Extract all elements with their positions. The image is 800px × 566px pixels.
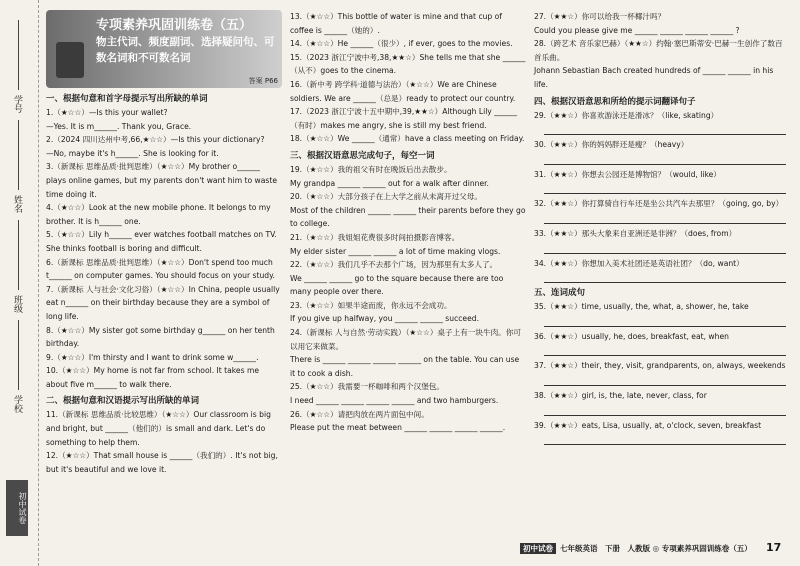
- question: 9.（★☆☆）I'm thirsty and I want to drink some w______.: [46, 352, 259, 362]
- section-heading: 二、根据句意和汉语提示写出所缺的单词: [46, 396, 200, 407]
- question: 8.（★☆☆）My sister got some birthday g______ on her tenth birthday.: [46, 325, 275, 349]
- student-id-line: [18, 20, 19, 90]
- question: 31.（★★☆）你想去公园还是博物馆？（would, like）: [534, 169, 721, 179]
- question: 13.（★☆☆）This bottle of water is mine and that cup of coffee is ______（她的）.: [290, 12, 502, 35]
- answer-reference: 答案 P66: [248, 77, 278, 85]
- question: 12.（★☆☆）That small house is ______（我们的）. It's not big, but it's beautiful and we love it.: [46, 451, 278, 474]
- class-line: [18, 220, 19, 290]
- question: 1.（★☆☆）—Is this your wallet? —Yes. It is m______. Thank you, Grace.: [46, 108, 192, 131]
- question: 24.（新课标 人与自然·劳动实践）（★☆☆）桌子上有一块牛肉。你可以用它来做菜。 There is ______ ______ ______ ______ on the table. You can use it to cook a dish.: [290, 328, 521, 378]
- answer-line[interactable]: [544, 433, 786, 445]
- question: 37.（★★☆）their, they, visit, grandparents, on, always, weekends: [534, 361, 786, 371]
- answer-line[interactable]: [544, 182, 786, 194]
- question: 19.（★☆☆）我的祖父有时在晚饭后出去散步。 My grandpa ______ ______ out for a walk after dinner.: [290, 164, 489, 188]
- answer-line[interactable]: [544, 242, 786, 254]
- answer-line[interactable]: [544, 153, 786, 165]
- question: 4.（★☆☆）Look at the new mobile phone. It belongs to my brother. It is h______ one.: [46, 203, 271, 226]
- student-illustration: [56, 42, 84, 78]
- section-heading: 三、根据汉语意思完成句子，每空一词: [290, 150, 435, 161]
- name-label: 姓名: [12, 195, 22, 213]
- question: 30.（★★☆）你的妈妈胖还是瘦？（heavy）: [534, 140, 689, 150]
- question: 16.（新中考 跨学科·道德与法治）（★☆☆）We are Chinese soldiers. We are ______（总是）ready to protect our country.: [290, 79, 516, 103]
- question: 34.（★★☆）你想加入美术社团还是英语社团？（do, want）: [534, 258, 744, 268]
- page-footer: [520, 543, 752, 554]
- question: 32.（★★☆）你打算骑自行车还是坐公共汽车去那里？（going, go, by）: [534, 199, 784, 209]
- question: 38.（★★☆）girl, is, the, late, never, class, for: [534, 390, 707, 400]
- question: 29.（★★☆）你喜欢游泳还是滑冰？（like, skating）: [534, 110, 719, 120]
- publisher-logo: 初中试卷: [6, 480, 28, 536]
- question: 2.（2024 四川达州中考,66,★☆☆）—Is this your dictionary? —No, maybe it's h______. She is looking for it.: [46, 135, 265, 158]
- worksheet-title: 专项素养巩固训练卷（五）: [96, 18, 253, 33]
- section-heading: 五、连词成句: [534, 288, 586, 299]
- question: 18.（★☆☆）We ______（通常）have a class meeting on Friday.: [290, 134, 525, 144]
- answer-line[interactable]: [544, 404, 786, 416]
- question: 17.（2023 浙江宁波十五中期中,39,★★☆）Although Lily ______（有时）makes me angry, she is still my best friend.: [290, 107, 517, 130]
- section-heading: 一、根据句意和首字母提示写出所缺的单词: [46, 94, 208, 104]
- question: 21.（★☆☆）我姐姐花费很多时间拍摄影音博客。 My elder sister ______ ______ a lot of time making vlogs.: [290, 232, 501, 256]
- column-right: [534, 10, 786, 448]
- question: 23.（★☆☆）如果半途而废，你永远不会成功。 If you give up halfway, you ______ ______ succeed.: [290, 300, 480, 324]
- question: 35.（★★☆）time, usually, the, what, a, shower, he, take: [534, 302, 749, 312]
- question: 27.（★★☆）你可以给我一杯椰汁吗？ Could you please give me ______ ______ ______ ______ ?: [534, 12, 740, 35]
- question: 7.（新课标 人与社会·文化习俗）（★☆☆）In China, people usually eat n______ on their birthday because they are a symbol of long life.: [46, 284, 280, 321]
- footer-brand: 初中试卷: [520, 543, 556, 554]
- column-left: [46, 10, 282, 476]
- question: 28.（跨艺术 音乐家巴赫）（★★☆）约翰·塞巴斯蒂安·巴赫一生创作了数百首乐曲。 Johann Sebastian Bach created hundreds of ______ ______ in his life.: [534, 39, 783, 89]
- name-line: [18, 120, 19, 190]
- question: 33.（★★☆）那头大象来自亚洲还是非洲？（does, from）: [534, 228, 737, 238]
- answer-line[interactable]: [544, 315, 786, 327]
- school-label: 学校: [12, 395, 22, 413]
- question: 5.（★☆☆）Lily h______ ever watches football matches on TV. She thinks football is boring and difficult.: [46, 230, 277, 253]
- question: 20.（★☆☆）大部分孩子在上大学之前从未离开过父母。 Most of the children ______ ______ their parents before they go to college.: [290, 192, 526, 229]
- binding-margin: [0, 0, 39, 566]
- question: 3.（新课标 思维品质·批判思维）（★☆☆）My brother o______ plays online games, but my parents don't want him to waste time doing it.: [46, 162, 278, 199]
- page-number: 17: [766, 541, 782, 554]
- question: 22.（★☆☆）我们几乎不去那个广场，因为那里有太多人了。 We ______ ______ go to the square because there are too many people over there.: [290, 260, 504, 297]
- question: 15.（2023 浙江宁波中考,38,★★☆）She tells me that she ______（从不）goes to the cinema.: [290, 52, 526, 76]
- class-label: 班级: [12, 295, 22, 313]
- question: 11.（新课标 思维品质·比较思维）（★☆☆）Our classroom is big and bright, but ______（他们的）is small and dark. Let's do something to help them.: [46, 410, 271, 447]
- answer-line[interactable]: [544, 374, 786, 386]
- question: 14.（★☆☆）He ______（很少）, if ever, goes to the movies.: [290, 39, 513, 49]
- question: 10.（★☆☆）My home is not far from school. It takes me about five m______ to walk there.: [46, 366, 260, 389]
- answer-line[interactable]: [544, 271, 786, 283]
- answer-line[interactable]: [544, 123, 786, 135]
- title-banner: [46, 10, 282, 88]
- question: 26.（★☆☆）请把肉放在两片面包中间。 Please put the meat between ______ ______ ______ ______.: [290, 409, 506, 433]
- footer-text: 七年级英语 下册 人教版 ◎ 专项素养巩固训练卷（五）: [560, 544, 752, 553]
- question: 39.（★★☆）eats, Lisa, usually, at, o'clock, seven, breakfast: [534, 420, 762, 430]
- question: 25.（★☆☆）我需要一杯咖啡和两个汉堡包。 I need ______ ______ ______ ______ and two hamburgers.: [290, 382, 499, 406]
- column-middle: [290, 10, 526, 435]
- question: 6.（新课标 思维品质·批判思维）（★☆☆）Don't spend too much t______ on computer games. You should focus on your study.: [46, 257, 275, 281]
- answer-line[interactable]: [544, 344, 786, 356]
- school-line: [18, 320, 19, 390]
- question: 36.（★★☆）usually, he, does, breakfast, eat, when: [534, 331, 729, 341]
- section-heading: 四、根据汉语意思和所给的提示词翻译句子: [534, 96, 696, 107]
- student-id-label: 学号: [12, 95, 22, 113]
- answer-line[interactable]: [544, 212, 786, 224]
- worksheet-subtitle: 物主代词、频度副词、选择疑问句、可数名词和不可数名词: [96, 36, 275, 64]
